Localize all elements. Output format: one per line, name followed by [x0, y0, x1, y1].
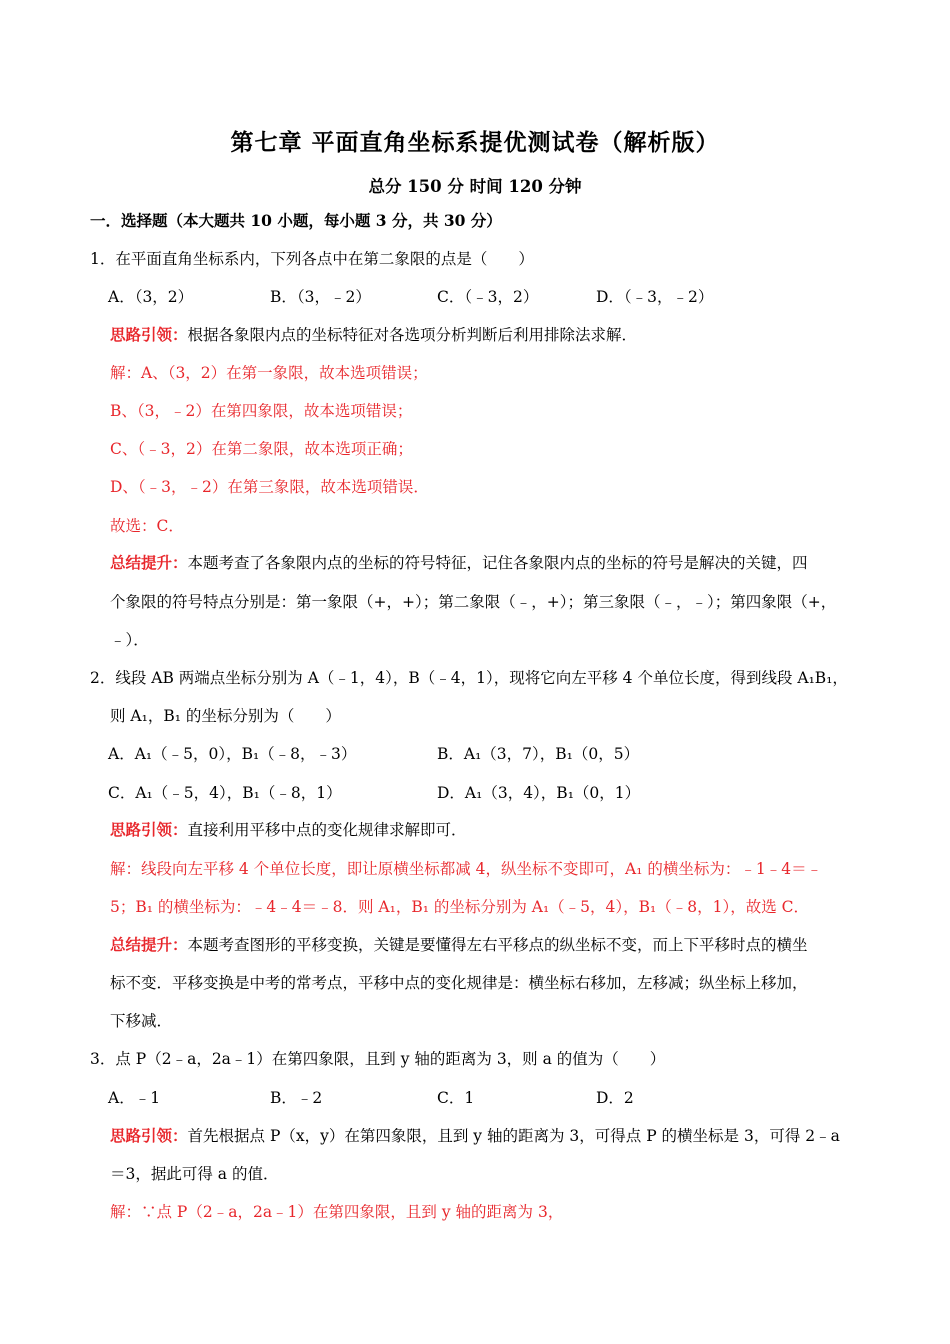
q3-hint-text: 首先根据点 P（x，y）在第四象限，且到 y 轴的距离为 3，可得点 P 的横坐标是 3，可得 2﹣a: [187, 1127, 840, 1145]
q2-option-d: D．A₁（3，4），B₁（0，1）: [437, 784, 641, 802]
page-title: 第七章 平面直角坐标系提优测试卷（解析版）: [230, 129, 720, 156]
q1-summary-label: 总结提升：: [110, 553, 188, 572]
q2-summary: [110, 935, 808, 955]
q1-option-b: B．（3，﹣2）: [270, 288, 371, 306]
q1-hint: [110, 325, 637, 345]
q1-solution-line: B、（3，﹣2）在第四象限，故本选项错误；: [110, 402, 413, 420]
q1-summary-line: 个象限的符号特点分别是：第一象限（+，+）；第二象限（﹣，+）；第三象限（﹣，﹣）；第四象限（+，: [110, 593, 837, 611]
section-heading: 一．选择题（本大题共 10 小题，每小题 3 分，共 30 分）: [90, 211, 502, 230]
q3-option-b: B．﹣2: [270, 1089, 323, 1107]
q1-summary-text: 本题考查了各象限内点的坐标的符号特征，记住各象限内点的坐标的符号是解决的关键，四: [187, 554, 808, 572]
q2-hint-label: 思路引领：: [110, 820, 188, 839]
q3-solution-line: 解：∵点 P（2﹣a，2a﹣1）在第四象限，且到 y 轴的距离为 3，: [110, 1203, 564, 1221]
q1-option-d: D．（﹣3，﹣2）: [596, 288, 714, 306]
q1-answer: 故选：C．: [110, 517, 184, 535]
q1-solution-line: C、（﹣3，2）在第二象限，故本选项正确；: [110, 440, 413, 458]
q1-stem: 1．在平面直角坐标系内，下列各点中在第二象限的点是（ ）: [90, 250, 534, 268]
q2-stem-line: 则 A₁，B₁ 的坐标分别为（ ）: [110, 707, 341, 725]
q2-option-a: A．A₁（﹣5，0），B₁（﹣8，﹣3）: [108, 745, 357, 763]
q3-option-d: D．2: [596, 1089, 634, 1107]
q2-summary-label: 总结提升：: [110, 935, 188, 954]
q1-hint-label: 思路引领：: [110, 325, 188, 344]
q3-hint: [110, 1126, 840, 1146]
q1-hint-text: 根据各象限内点的坐标特征对各选项分析判断后利用排除法求解．: [187, 326, 638, 344]
q3-stem: 3．点 P（2﹣a，2a﹣1）在第四象限，且到 y 轴的距离为 3，则 a 的值为（ ）: [90, 1050, 666, 1068]
q1-option-c: C．（﹣3，2）: [437, 288, 539, 306]
q2-hint: [110, 820, 467, 840]
q2-summary-line: 标不变．平移变换是中考的常考点，平移中点的变化规律是：横坐标右移加，左移减；纵坐标上移加，: [110, 974, 808, 992]
q3-hint-line: ＝3，据此可得 a 的值．: [110, 1165, 279, 1183]
q1-solution-line: 解：A、（3，2）在第一象限，故本选项错误；: [110, 364, 428, 382]
q2-hint-text: 直接利用平移中点的变化规律求解即可．: [187, 821, 467, 839]
q3-hint-label: 思路引领：: [110, 1126, 188, 1145]
q2-option-b: B．A₁（3，7），B₁（0，5）: [437, 745, 640, 763]
q2-solution-line: 5；B₁ 的横坐标为：﹣4﹣4＝﹣8．则 A₁，B₁ 的坐标分别为 A₁（﹣5，4），B₁（﹣8，1），故选 C．: [110, 898, 810, 916]
q3-option-a: A．﹣1: [108, 1089, 161, 1107]
page-subtitle: 总分 150 分 时间 120 分钟: [368, 177, 582, 196]
q2-summary-line: 下移减．: [110, 1012, 173, 1030]
q2-solution-line: 解：线段向左平移 4 个单位长度，即让原横坐标都减 4，纵坐标不变即可，A₁ 的横坐标为：﹣1﹣4＝﹣: [110, 860, 823, 878]
q3-option-c: C．1: [437, 1089, 475, 1107]
q2-summary-text: 本题考查图形的平移变换，关键是要懂得左右平移点的纵坐标不变，而上下平移时点的横坐: [187, 936, 808, 954]
q1-option-a: A．（3，2）: [108, 288, 194, 306]
q2-stem: 2．线段 AB 两端点坐标分别为 A（﹣1，4），B（﹣4，1），现将它向左平移 4 个单位长度，得到线段 A₁B₁，: [90, 669, 848, 687]
q1-summary: [110, 553, 808, 573]
q1-summary-line: ﹣）．: [110, 631, 149, 649]
q2-option-c: C．A₁（﹣5，4），B₁（﹣8，1）: [108, 784, 342, 802]
q1-solution-line: D、（﹣3，﹣2）在第三象限，故本选项错误．: [110, 478, 429, 496]
